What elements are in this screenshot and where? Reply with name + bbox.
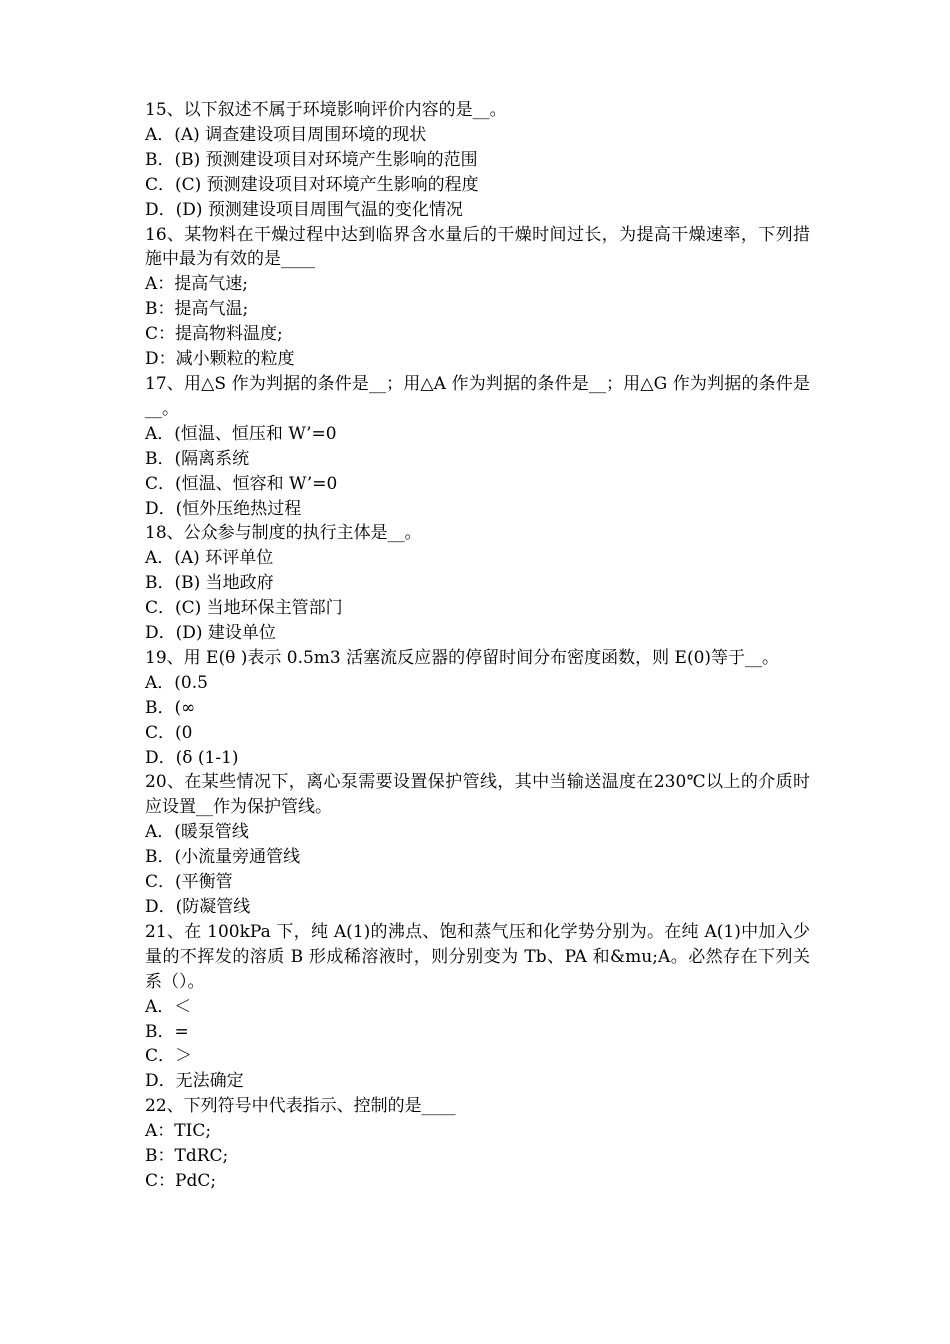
option-c: C：PdC; — [145, 1170, 217, 1191]
option-c: C．(平衡管 — [145, 872, 233, 893]
option-a: A：提高气速; — [145, 274, 249, 295]
option-d: D．(D) 建设单位 — [145, 623, 276, 644]
question-block-18 — [145, 521, 810, 646]
option-b: B：提高气温; — [145, 299, 249, 320]
question-block-21 — [145, 920, 810, 1094]
question-block-19 — [145, 646, 810, 771]
question-text: 19、用 E(θ )表示 0.5m3 活塞流反应器的停留时间分布密度函数，则 E(0)等于__。 — [145, 647, 780, 668]
question-block-15 — [145, 98, 810, 223]
option-a: A．(暖泵管线 — [145, 822, 249, 843]
option-c: C．(0 — [145, 722, 193, 743]
question-text: 18、公众参与制度的执行主体是__。 — [145, 523, 422, 544]
option-c: C．(C) 当地环保主管部门 — [145, 598, 343, 619]
question-text: 22、下列符号中代表指示、控制的是____ — [145, 1096, 456, 1117]
option-c: C．＞ — [145, 1046, 193, 1067]
question-text: 21、在 100kPa 下，纯 A(1)的沸点、饱和蒸气压和化学势分别为。在纯 A(1)中加入少量的不挥发的溶质 B 形成稀溶液时，则分别变为 Tb、PA 和&mu;A。必然存在下列关系（）。 — [145, 921, 810, 992]
option-c: C．(恒温、恒容和 W’=0 — [145, 473, 338, 494]
option-a: A．＜ — [145, 996, 192, 1017]
option-c: C：提高物料温度; — [145, 324, 283, 345]
question-block-16 — [145, 223, 810, 372]
question-text: 15、以下叙述不属于环境影响评价内容的是__。 — [145, 100, 507, 120]
question-text: 20、在某些情况下，离心泵需要设置保护管线，其中当输送温度在230℃以上的介质时应设置__作为保护管线。 — [145, 772, 810, 818]
option-b: B．= — [145, 1021, 189, 1042]
option-a: A．(A) 环评单位 — [145, 548, 274, 569]
option-a: A．(0.5 — [145, 672, 208, 693]
option-d: D．无法确定 — [145, 1071, 244, 1092]
option-c: C．(C) 预测建设项目对环境产生影响的程度 — [145, 174, 479, 195]
option-b: B．(B) 当地政府 — [145, 573, 274, 594]
option-b: B．(∞ — [145, 697, 196, 718]
option-a: A．(A) 调查建设项目周围环境的现状 — [145, 124, 427, 145]
option-d: D．(δ (1-1) — [145, 747, 239, 768]
question-list — [145, 98, 810, 1194]
option-b: B：TdRC; — [145, 1146, 229, 1167]
option-d: D．(D) 预测建设项目周围气温的变化情况 — [145, 199, 463, 220]
option-d: D：减小颗粒的粒度 — [145, 349, 295, 370]
option-d: D．(恒外压绝热过程 — [145, 498, 302, 519]
question-text: 17、用△S 作为判据的条件是__；用△A 作为判据的条件是__；用△G 作为判据的条件是__。 — [145, 373, 810, 419]
option-b: B．(小流量旁通管线 — [145, 847, 301, 868]
question-block-17 — [145, 372, 810, 521]
option-b: B．(B) 预测建设项目对环境产生影响的范围 — [145, 149, 478, 170]
option-a: A：TIC; — [145, 1121, 212, 1142]
question-block-20 — [145, 770, 810, 919]
option-b: B．(隔离系统 — [145, 448, 250, 469]
option-d: D．(防凝管线 — [145, 897, 251, 917]
question-block-22 — [145, 1094, 810, 1194]
question-text: 16、某物料在干燥过程中达到临界含水量后的干燥时间过长，为提高干燥速率，下列措施中最为有效的是____ — [145, 224, 810, 270]
option-a: A．(恒温、恒压和 W’=0 — [145, 423, 337, 444]
